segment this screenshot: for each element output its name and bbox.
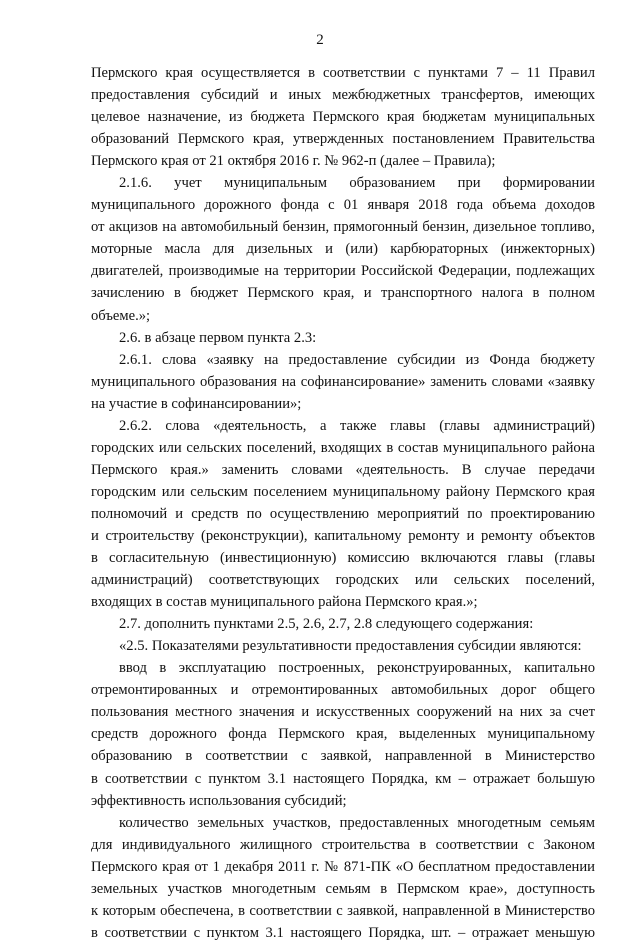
text-line: 2.7. дополнить пунктами 2.5, 2.6, 2.7, 2.8 следующего содержания:	[119, 616, 534, 633]
text-line: 2.1.6. учет муниципальным образованием при формировании	[119, 175, 595, 192]
text-line: объеме.»;	[91, 307, 151, 324]
text-line: для индивидуального жилищного строительства в соответствии с Законом	[91, 836, 595, 853]
paragraph	[91, 812, 595, 944]
text-line: в соответствии с пунктом 3.1 настоящего Порядка, шт. – отражает меньшую	[91, 924, 595, 941]
text-line: в соответствии с пунктом 3.1 настоящего Порядка, км – отражает большую	[91, 770, 595, 787]
text-line: 2.6.1. слова «заявку на предоставление субсидии из Фонда бюджету	[119, 351, 595, 368]
text-line: муниципального дорожного фонда с 01 января 2018 года объема доходов	[91, 197, 595, 214]
text-line: средств дорожного фонда Пермского края, выделенных муниципальному	[91, 726, 595, 743]
text-line: количество земельных участков, предоставленных многодетным семьям	[119, 814, 595, 831]
text-line: двигателей, производимые на территории Российской Федерации, подлежащих	[91, 263, 595, 280]
text-line: 2.6.2. слова «деятельность, а также главы (главы администраций)	[119, 417, 595, 434]
text-line: на участие в софинансировании»;	[91, 395, 302, 412]
text-line: моторные масла для дизельных и (или) карбюраторных (инжекторных)	[91, 241, 595, 258]
text-line: отремонтированных и отремонтированных автомобильных дорог общего	[91, 682, 595, 699]
text-line: зачислению в бюджет Пермского края, и транспортного налога в полном	[91, 285, 595, 302]
text-line: входящих в состав муниципального района Пермского края.»;	[91, 594, 478, 611]
text-line: и строительству (реконструкции), капитальному ремонту и ремонту объектов	[91, 527, 595, 544]
paragraph	[91, 172, 595, 326]
paragraph	[91, 657, 595, 811]
text-line: ввод в эксплуатацию построенных, реконструированных, капитально	[119, 660, 595, 677]
paragraph	[91, 327, 595, 349]
text-line: образований Пермского края, утвержденных постановлением Правительства	[91, 131, 595, 148]
paragraph	[91, 613, 595, 635]
text-line: Пермского края.» заменить словами «деятельность. В случае передачи	[91, 461, 595, 478]
text-line: городским или сельским поселением муниципальному району Пермского края	[91, 483, 595, 500]
text-line: эффективность использования субсидий;	[91, 792, 347, 809]
text-line: городских или сельских поселений, входящих в состав муниципального района	[91, 439, 595, 456]
text-line: образованию в соответствии с заявкой, направленной в Министерство	[91, 748, 595, 765]
text-line: муниципального образования на софинансирование» заменить словами «заявку	[91, 373, 595, 390]
paragraph	[91, 635, 595, 657]
text-line: полномочий и средств по осуществлению мероприятий по проектированию	[91, 505, 595, 522]
text-line: Пермского края от 21 октября 2016 г. № 962-п (далее – Правила);	[91, 153, 496, 170]
page-number: 2	[316, 32, 324, 48]
text-line: целевое назначение, из бюджета Пермского края бюджетам муниципальных	[91, 109, 595, 126]
text-line: «2.5. Показателями результативности предоставления субсидии являются:	[119, 638, 582, 655]
text-line: Пермского края от 1 декабря 2011 г. № 871-ПК «О бесплатном предоставлении	[91, 858, 595, 875]
text-line: Пермского края осуществляется в соответствии с пунктами 7 – 11 Правил	[91, 65, 595, 81]
text-line: администраций) соответствующих городских или сельских поселений,	[91, 572, 595, 589]
text-line: пользования местного значения и искусственных сооружений на них за счет	[91, 704, 595, 721]
text-line: к которым обеспечена, в соответствии с заявкой, направленной в Министерство	[91, 902, 595, 919]
text-line: предоставления субсидий и иных межбюджетных трансфертов, имеющих	[91, 87, 595, 104]
paragraph	[91, 415, 595, 613]
text-line: от акцизов на автомобильный бензин, прямогонный бензин, дизельное топливо,	[91, 219, 595, 236]
paragraph	[91, 349, 595, 415]
text-line: 2.6. в абзаце первом пункта 2.3:	[119, 329, 317, 346]
document-body	[91, 62, 595, 944]
paragraph	[91, 62, 595, 172]
text-line: земельных участков многодетным семьям в Пермском крае», доступность	[91, 880, 595, 897]
text-line: в согласительную (инвестиционную) комиссию включаются главы (главы	[91, 550, 595, 567]
